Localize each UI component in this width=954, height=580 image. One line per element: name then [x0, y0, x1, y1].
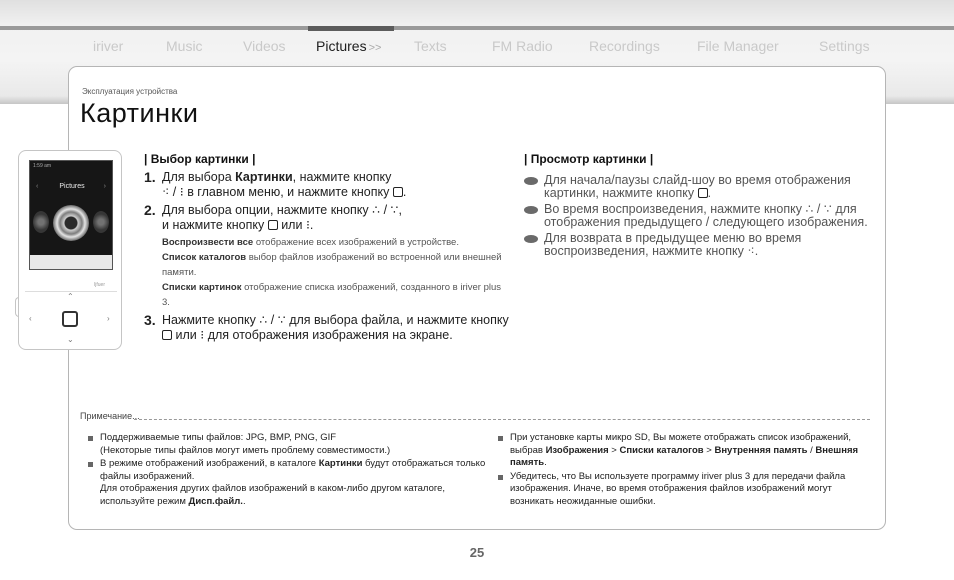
bullet-icon	[524, 177, 538, 185]
view-heading: | Просмотр картинки |	[524, 152, 654, 166]
step-2-a: Для выбора опции, нажмите кнопку	[162, 203, 369, 217]
note-2-bold-2: Дисп.файл.	[188, 495, 243, 507]
square-bullet-icon	[88, 436, 93, 441]
note-2-b: будут отображаться только файлы изображений.	[100, 458, 486, 482]
step-1-b: , нажмите кнопку	[292, 170, 392, 184]
note-1	[88, 432, 486, 457]
nav-item-pictures-label: Pictures	[316, 38, 367, 54]
view-bullet-3-a: Для возврата в предыдущее меню во время воспроизведения, нажмите кнопку	[544, 231, 802, 258]
view-bullet-2	[524, 203, 884, 229]
square-bullet-icon	[498, 436, 503, 441]
page-number: 25	[469, 545, 485, 560]
square-bullet-icon	[498, 475, 503, 480]
step-3-a: Нажмите кнопку	[162, 313, 256, 327]
device-brand: ljfuer	[94, 282, 105, 288]
note-label: Примечание...	[80, 411, 140, 421]
view-heading-text: Просмотр картинки	[530, 152, 647, 166]
option-picture-lists	[162, 280, 510, 310]
step-1-number: 1.	[144, 169, 156, 185]
nav-item-texts[interactable]: Texts	[414, 38, 447, 54]
nav-item-file-manager[interactable]: File Manager	[697, 38, 779, 54]
right-arrow-icon: ›	[107, 314, 110, 323]
screen-right-arrow-icon: ›	[103, 183, 106, 190]
nav-item-fm-radio[interactable]: FM Radio	[492, 38, 553, 54]
notes-left	[88, 432, 486, 509]
note-3-text	[510, 432, 878, 470]
screen-reflection	[30, 255, 113, 269]
view-bullet-1	[524, 174, 884, 200]
note-2	[88, 458, 486, 508]
step-3-number: 3.	[144, 312, 156, 328]
step-3	[144, 313, 510, 343]
view-bullet-2-b: для отображения предыдущего / следующего изображения.	[544, 202, 868, 229]
view-bullet-1-text: Для начала/паузы слайд-шоу во время отображения картинки, нажмите кнопку .	[544, 173, 851, 200]
note-1-text	[100, 432, 390, 457]
device-screen	[29, 160, 113, 270]
nav-item-videos[interactable]: Videos	[243, 38, 286, 54]
step-2-options	[162, 235, 510, 310]
note-3	[498, 432, 878, 470]
option-play-all-title: Воспроизвести все	[162, 237, 254, 248]
right-key-icon: ⁝	[200, 328, 205, 342]
menu-icon-left	[33, 211, 49, 233]
step-2	[144, 203, 510, 233]
nav-item-pictures[interactable]	[316, 38, 381, 54]
step-3-text	[162, 313, 510, 343]
option-folder-list	[162, 250, 510, 280]
note-3-bold-2: Списки каталогов	[619, 444, 704, 456]
note-3-a: При установке карты микро SD, Вы можете отображать список изображений, выбрав	[510, 432, 852, 456]
step-3-b: для выбора файла, и нажмите кнопку	[289, 313, 509, 327]
note-3-sep-1: >	[608, 444, 620, 456]
view-bullet-3-text: Для возврата в предыдущее меню во время воспроизведения, нажмите кнопку ⁖.	[544, 231, 802, 258]
breadcrumb: Эксплуатация устройства	[82, 87, 178, 96]
option-play-all-desc: отображение всех изображений в устройстве.	[253, 237, 459, 248]
step-2-text: Для выбора опции, нажмите кнопку ∴ / ∵, и нажмите кнопку или ⁝.	[162, 203, 402, 232]
down-arrow-icon: ⌄	[67, 335, 74, 344]
select-key-icon	[698, 188, 708, 198]
note-3-end: .	[544, 457, 547, 468]
select-key-icon	[162, 330, 172, 340]
option-picture-lists-desc: отображение списка изображений, созданного в iriver plus 3.	[162, 282, 501, 308]
note-2-text	[100, 458, 486, 508]
left-arrow-icon: ‹	[29, 314, 32, 323]
screen-left-arrow-icon: ‹	[36, 183, 39, 190]
notes-right	[498, 432, 878, 509]
select-heading: | Выбор картинки |	[144, 152, 256, 166]
option-folder-list-desc: выбор файлов изображений во встроенной или внешней памяти.	[162, 252, 502, 278]
top-divider	[0, 26, 954, 30]
note-3-sep-2: >	[703, 444, 715, 456]
note-2-bold: Картинки	[318, 458, 363, 469]
select-heading-text: Выбор картинки	[150, 152, 249, 166]
active-tab-indicator	[308, 26, 394, 31]
note-3-bold-1: Изображения	[545, 444, 609, 456]
up-down-key-icon: ∴ / ∵	[372, 203, 399, 217]
view-bullet-2-a: Во время воспроизведения, нажмите кнопку	[544, 202, 803, 216]
nav-item-recordings[interactable]: Recordings	[589, 38, 660, 54]
up-down-key-icon: ∴ / ∵	[259, 313, 286, 327]
note-4	[498, 471, 878, 509]
menu-icon-right	[93, 211, 109, 233]
step-2-number: 2.	[144, 202, 156, 218]
step-2-or: или	[281, 218, 303, 232]
nav-item-settings[interactable]: Settings	[819, 38, 870, 54]
nav-item-iriver[interactable]: iriver	[93, 38, 124, 54]
bullet-icon	[524, 206, 538, 214]
center-button-icon	[62, 311, 78, 327]
screen-title: Pictures	[59, 183, 85, 190]
note-2-end: .	[242, 495, 246, 507]
step-2-b: и нажмите кнопку	[162, 218, 265, 232]
step-1-a: Для выбора	[162, 170, 236, 184]
view-bullet-1-a: Для начала/паузы слайд-шоу во время отображения картинки, нажмите кнопку	[544, 173, 851, 200]
note-1-b: (Некоторые типы файлов могут иметь проблему совместимости.)	[100, 444, 391, 456]
note-2-a: В режиме отображений изображений, в каталоге	[100, 458, 319, 469]
note-3-bold-4: Внешняя память	[510, 444, 859, 468]
note-1-a: Поддерживаемые типы файлов: JPG, BMP, PNG, GIF	[100, 432, 337, 443]
page-title: Картинки	[80, 98, 199, 128]
view-section	[524, 152, 884, 261]
note-3-sep-3: /	[807, 444, 816, 456]
up-down-key-icon: ∴ / ∵	[805, 202, 832, 216]
view-bullet-2-text	[544, 203, 884, 229]
note-divider	[134, 419, 870, 420]
select-key-icon	[268, 220, 278, 230]
note-2-c: Для отображения других файлов изображений в каком-либо другом каталоге, используйте режим	[100, 483, 446, 507]
up-arrow-icon: ⌃	[67, 292, 74, 301]
step-1-text: Для выбора Картинки, нажмите кнопку ⁖ / ⁝ в главном меню, и нажмите кнопку .	[162, 170, 407, 199]
note-3-bold-3: Внутренняя память	[714, 444, 808, 456]
option-folder-list-title: Список каталогов	[162, 252, 247, 263]
pictures-menu-icon	[53, 205, 89, 241]
view-bullet-3	[524, 232, 884, 258]
nav-active-arrows-icon: >>	[368, 42, 382, 54]
step-1	[144, 170, 510, 200]
bullet-icon	[524, 235, 538, 243]
left-right-key-icon: ⁖ / ⁝	[162, 185, 184, 199]
step-3-or: или	[175, 328, 197, 342]
step-3-c: для отображения изображения на экране.	[207, 328, 453, 342]
device-illustration	[18, 150, 122, 350]
screen-status: 1:59 am	[33, 163, 52, 169]
select-key-icon	[393, 187, 403, 197]
top-nav	[0, 38, 954, 58]
right-key-icon: ⁝	[305, 218, 310, 232]
step-1-bold: Картинки	[235, 170, 293, 184]
select-section	[144, 152, 510, 343]
nav-item-music[interactable]: Music	[166, 38, 203, 54]
left-key-icon: ⁖	[747, 244, 755, 258]
option-picture-lists-title: Списки картинок	[162, 282, 242, 293]
square-bullet-icon	[88, 462, 93, 467]
note-4-text: Убедитесь, что Вы используете программу iriver plus 3 для передачи файла изображения. Иначе, во время отображения файлов изображений могут возникать неожиданные ошибки.	[510, 470, 846, 507]
option-play-all	[162, 235, 510, 250]
step-1-c: в главном меню, и нажмите кнопку	[183, 185, 390, 199]
